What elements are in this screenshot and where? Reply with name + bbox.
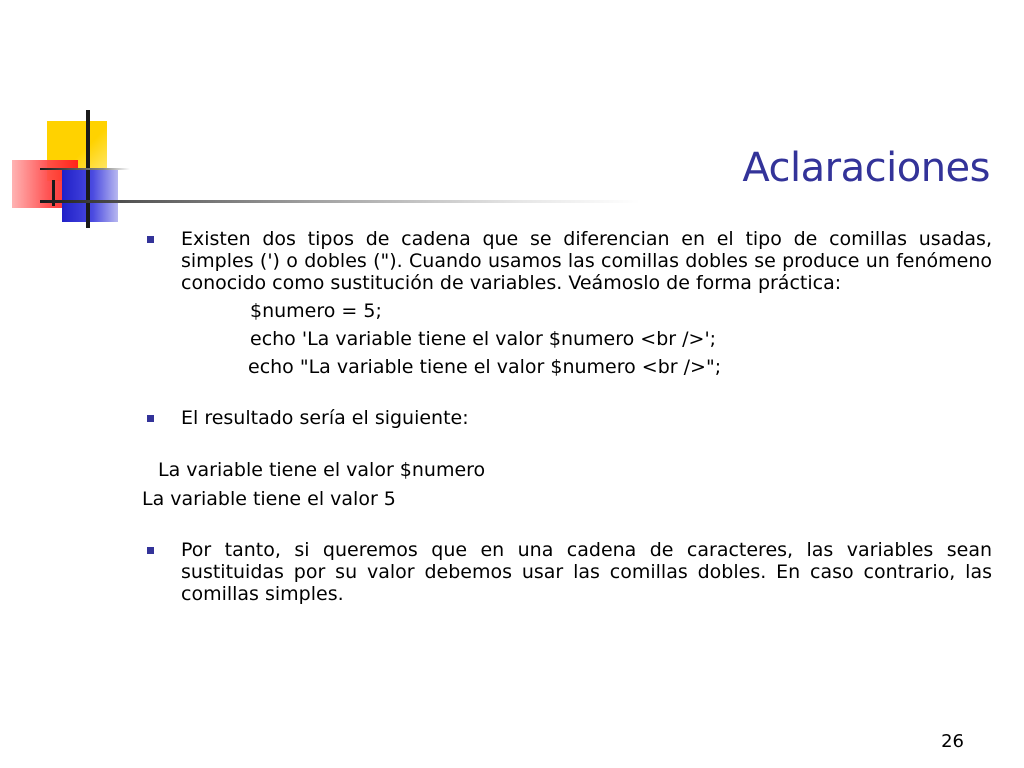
- code-line: echo 'La variable tiene el valor $numero <br />';: [250, 328, 717, 350]
- code-line: echo "La variable tiene el valor $numero <br />";: [248, 356, 722, 378]
- title-underline: [40, 200, 640, 203]
- square-bullet-icon: [147, 236, 154, 243]
- bullet-text: Por tanto, si queremos que en una cadena de caracteres, las variables sean sustituidas por su valor debemos usar las comillas dobles. En caso contrario, las comillas simples.: [181, 539, 992, 605]
- bullet-item: [142, 407, 992, 429]
- square-bullet-icon: [147, 415, 154, 422]
- slide-title: Aclaraciones: [742, 145, 990, 191]
- bullet-item: [142, 228, 992, 294]
- result-line: La variable tiene el valor 5: [142, 488, 396, 510]
- result-line: La variable tiene el valor $numero: [158, 459, 486, 481]
- code-line: $numero = 5;: [250, 300, 382, 322]
- blue-square: [62, 170, 118, 222]
- square-bullet-icon: [147, 547, 154, 554]
- logo-horizontal-line-short: [40, 168, 130, 170]
- bullet-text: El resultado sería el siguiente:: [181, 407, 469, 429]
- page-number: 26: [941, 731, 964, 752]
- colored-squares-logo: [0, 0, 200, 240]
- slide-content: [142, 228, 992, 605]
- bullet-text: Existen dos tipos de cadena que se diferencian en el tipo de comillas usadas, simples (') o dobles ("). Cuando usamos las comillas dobles se produce un fenómeno conocido como sustitución de variables. Veámoslo de forma práctica:: [181, 228, 992, 294]
- bullet-item: [142, 539, 992, 605]
- code-block: [142, 297, 992, 381]
